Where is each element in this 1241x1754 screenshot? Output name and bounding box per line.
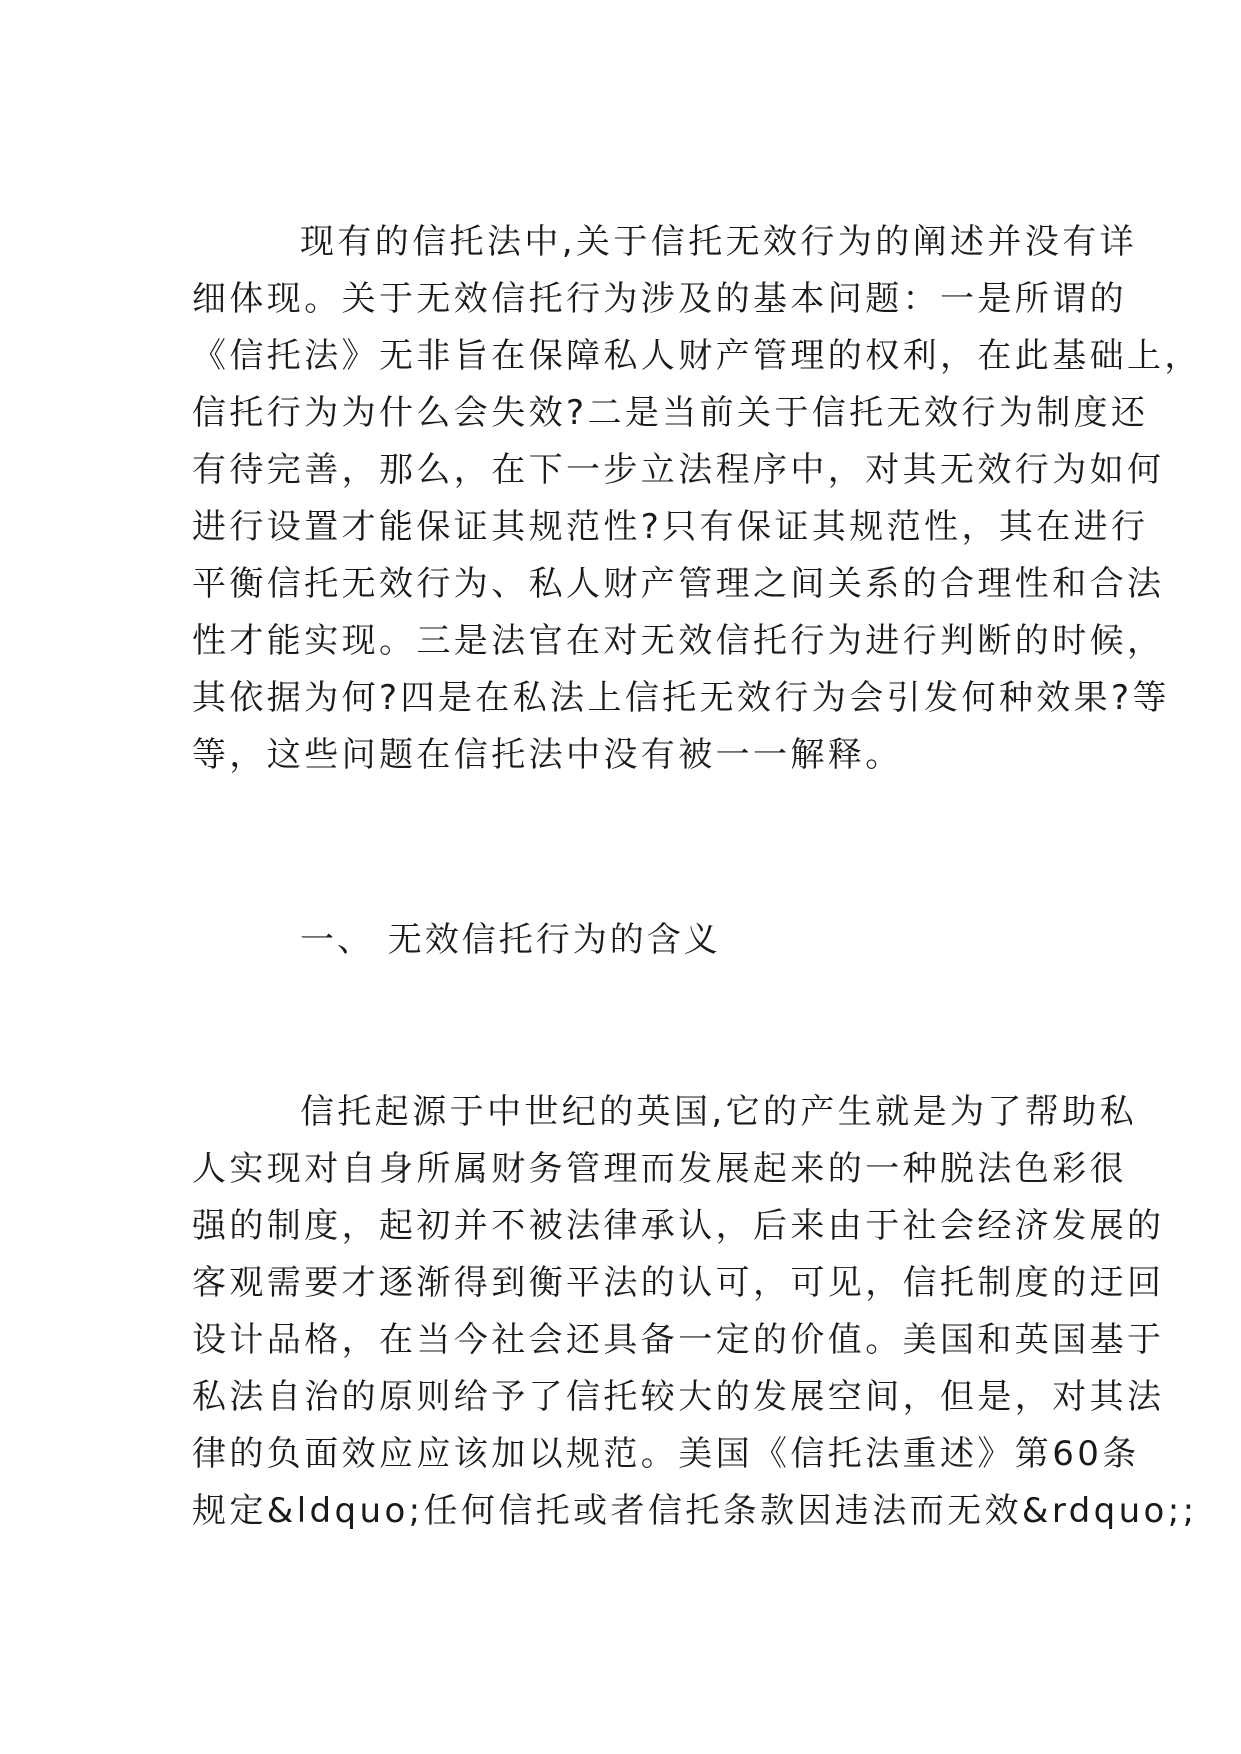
text-line: 《信托法》无非旨在保障私人财产管理的权利，在此基础上， [192,336,1202,376]
text-line: 私法自治的原则给予了信托较大的发展空间，但是，对其法 [192,1377,1165,1417]
text-line: 平衡信托无效行为、私人财产管理之间关系的合理性和合法 [192,564,1165,604]
text-line: 设计品格，在当今社会还具备一定的价值。美国和英国基于 [192,1320,1165,1360]
text-line: 信托行为为什么会失效?二是当前关于信托无效行为制度还 [192,393,1149,433]
text-line: 等，这些问题在信托法中没有被一一解释。 [192,735,903,775]
text-line: 有待完善，那么，在下一步立法程序中，对其无效行为如何 [192,450,1165,490]
text-line: 性才能实现。三是法官在对无效信托行为进行判断的时候， [192,621,1165,661]
text-line: 其依据为何?四是在私法上信托无效行为会引发何种效果?等 [192,678,1170,718]
text-line: 律的负面效应应该加以规范。美国《信托法重述》第60条 [192,1434,1140,1474]
text-line: 进行设置才能保证其规范性?只有保证其规范性，其在进行 [192,507,1149,547]
text-line: 强的制度，起初并不被法律承认，后来由于社会经济发展的 [192,1206,1165,1246]
text-line: 客观需要才逐渐得到衡平法的认可，可见，信托制度的迂回 [192,1263,1165,1303]
text-line: 规定&ldquo;任何信托或者信托条款因违法而无效&rdquo;; [192,1491,1198,1531]
text-line: 细体现。关于无效信托行为涉及的基本问题：一是所谓的 [192,279,1127,319]
text-line: 信托起源于中世纪的英国,它的产生就是为了帮助私 [300,1092,1138,1132]
text-line: 现有的信托法中,关于信托无效行为的阐述并没有详 [300,222,1138,262]
text-line: 人实现对自身所属财务管理而发展起来的一种脱法色彩很 [192,1149,1127,1189]
section-heading: 一、 无效信托行为的含义 [300,920,721,960]
